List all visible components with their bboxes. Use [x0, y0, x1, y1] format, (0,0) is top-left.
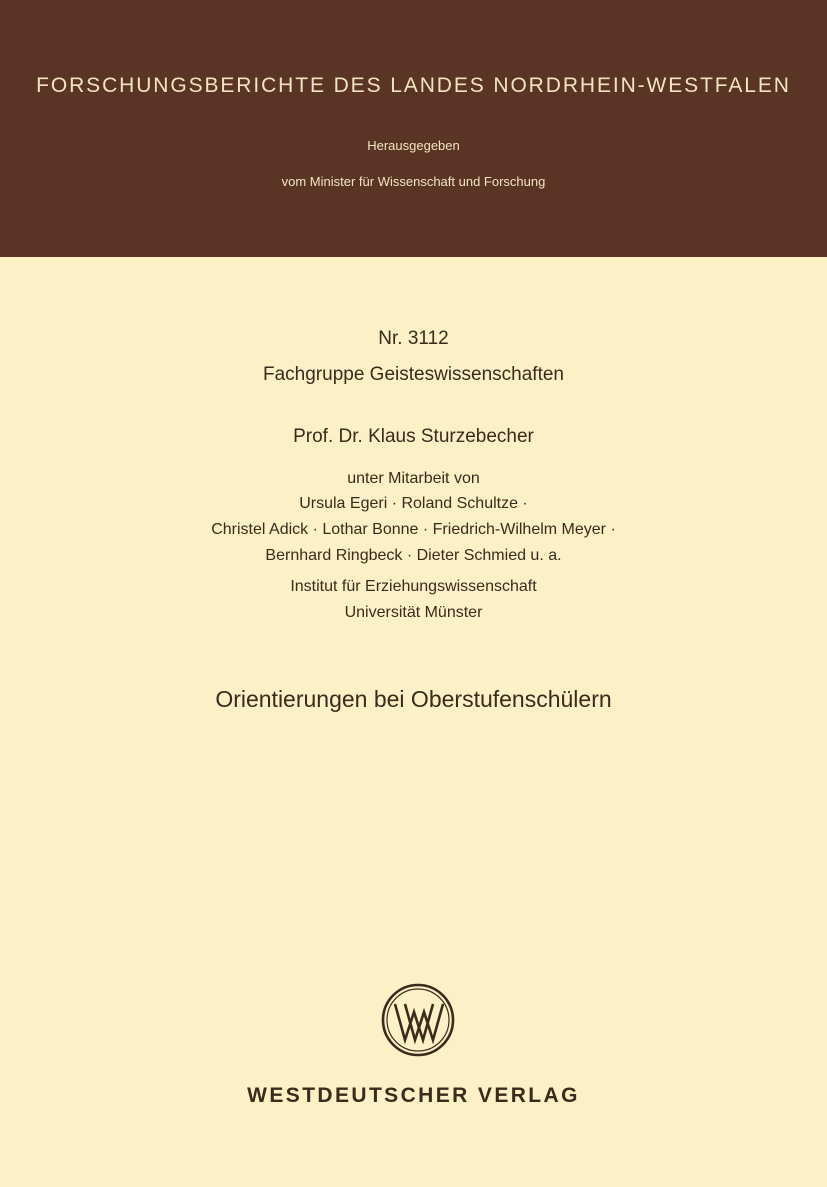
subject-group: Fachgruppe Geisteswissenschaften [263, 364, 564, 385]
report-number: Nr. 3112 [378, 328, 449, 349]
header-band [0, 0, 827, 257]
series-title: FORSCHUNGSBERICHTE DES LANDES NORDRHEIN-WESTFALEN [36, 74, 791, 97]
editor-label: Herausgegeben [367, 138, 460, 153]
author-name: Prof. Dr. Klaus Sturzebecher [293, 426, 534, 447]
collaborators-line-3: Bernhard Ringbeck · Dieter Schmied u. a. [265, 547, 562, 564]
editor-name: vom Minister für Wissenschaft und Forschung [281, 174, 546, 189]
westdeutscher-verlag-ww-logo-icon [380, 982, 456, 1058]
collaborators-line-1: Ursula Egeri · Roland Schultze · [299, 495, 528, 512]
book-title: Orientierungen bei Oberstufenschülern [215, 686, 612, 712]
collaboration-label: unter Mitarbeit von [347, 470, 480, 487]
publisher-name: WESTDEUTSCHER VERLAG [247, 1084, 580, 1107]
institute-name: Institut für Erziehungswissenschaft [290, 578, 537, 595]
collaborators-line-2: Christel Adick · Lothar Bonne · Friedrich-Wilhelm Meyer · [211, 521, 616, 538]
university-name: Universität Münster [344, 604, 483, 621]
